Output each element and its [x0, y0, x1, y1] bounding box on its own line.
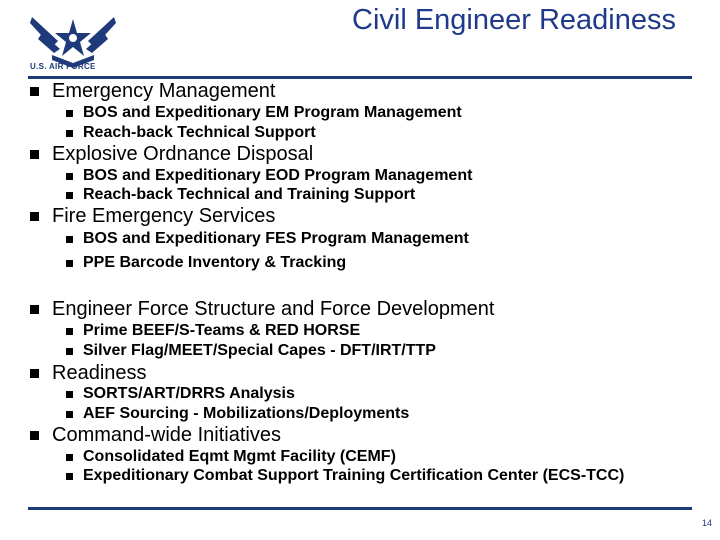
bullet-explosive-ordnance-disposal	[30, 143, 313, 166]
logo-text: U.S. AIR FORCE	[30, 62, 96, 71]
sub-bullet-text: BOS and Expeditionary EM Program Management	[83, 104, 462, 121]
section-label: Command-wide Initiatives	[52, 424, 281, 446]
page-title: Civil Engineer Readiness	[352, 4, 676, 36]
bullet-square-icon	[66, 391, 73, 398]
bullet-square-icon	[66, 454, 73, 461]
sub-bullet-text: Expeditionary Combat Support Training Certification Center (ECS-TCC)	[83, 467, 625, 484]
sub-bullet-text: Reach-back Technical Support	[83, 124, 316, 141]
bullet-fire-emergency-services	[30, 205, 275, 228]
bullet-square-icon	[30, 305, 39, 314]
bullet-square-icon	[66, 411, 73, 418]
sub-bullet	[66, 104, 462, 122]
bullet-square-icon	[66, 192, 73, 199]
section-label: Explosive Ordnance Disposal	[52, 143, 314, 165]
bullet-readiness	[30, 362, 147, 385]
bullet-command-wide-initiatives	[30, 424, 281, 447]
sub-bullet	[66, 448, 396, 466]
bullet-square-icon	[66, 348, 73, 355]
bullet-square-icon	[66, 260, 73, 267]
bullet-emergency-management	[30, 80, 275, 103]
bullet-square-icon	[66, 236, 73, 243]
section-label: Fire Emergency Services	[52, 205, 276, 227]
sub-bullet-text: BOS and Expeditionary EOD Program Management	[83, 167, 473, 184]
sub-bullet	[66, 342, 436, 360]
bottom-divider	[28, 507, 692, 510]
section-label: Engineer Force Structure and Force Development	[52, 298, 495, 320]
sub-bullet-text: BOS and Expeditionary FES Program Management	[83, 230, 469, 247]
section-label: Emergency Management	[52, 80, 276, 102]
section-label: Readiness	[52, 362, 147, 384]
sub-bullet-text: SORTS/ART/DRRS Analysis	[83, 385, 295, 402]
sub-bullet	[66, 385, 295, 403]
sub-bullet	[66, 230, 469, 248]
sub-bullet	[66, 322, 360, 340]
sub-bullet-text: Silver Flag/MEET/Special Capes - DFT/IRT/TTP	[83, 342, 436, 359]
sub-bullet-text: AEF Sourcing - Mobilizations/Deployments	[83, 405, 410, 422]
bullet-square-icon	[30, 212, 39, 221]
sub-bullet-text: Prime BEEF/S-Teams & RED HORSE	[83, 322, 361, 339]
sub-bullet	[66, 405, 409, 423]
bullet-engineer-force-structure	[30, 298, 494, 321]
bullet-square-icon	[66, 173, 73, 180]
bullet-square-icon	[66, 473, 73, 480]
bullet-square-icon	[30, 150, 39, 159]
sub-bullet	[66, 167, 472, 185]
bullet-square-icon	[30, 87, 39, 96]
bullet-square-icon	[66, 130, 73, 137]
bullet-square-icon	[66, 328, 73, 335]
sub-bullet-text: Consolidated Eqmt Mgmt Facility (CEMF)	[83, 448, 396, 465]
sub-bullet	[66, 124, 316, 142]
sub-bullet	[66, 467, 624, 485]
top-divider	[28, 76, 692, 79]
bullet-square-icon	[30, 369, 39, 378]
bullet-square-icon	[30, 431, 39, 440]
sub-bullet-text: PPE Barcode Inventory & Tracking	[83, 254, 347, 271]
sub-bullet-text: Reach-back Technical and Training Support	[83, 186, 416, 203]
sub-bullet	[66, 254, 346, 272]
page-number: 14	[701, 518, 712, 528]
bullet-square-icon	[66, 110, 73, 117]
sub-bullet	[66, 186, 415, 204]
